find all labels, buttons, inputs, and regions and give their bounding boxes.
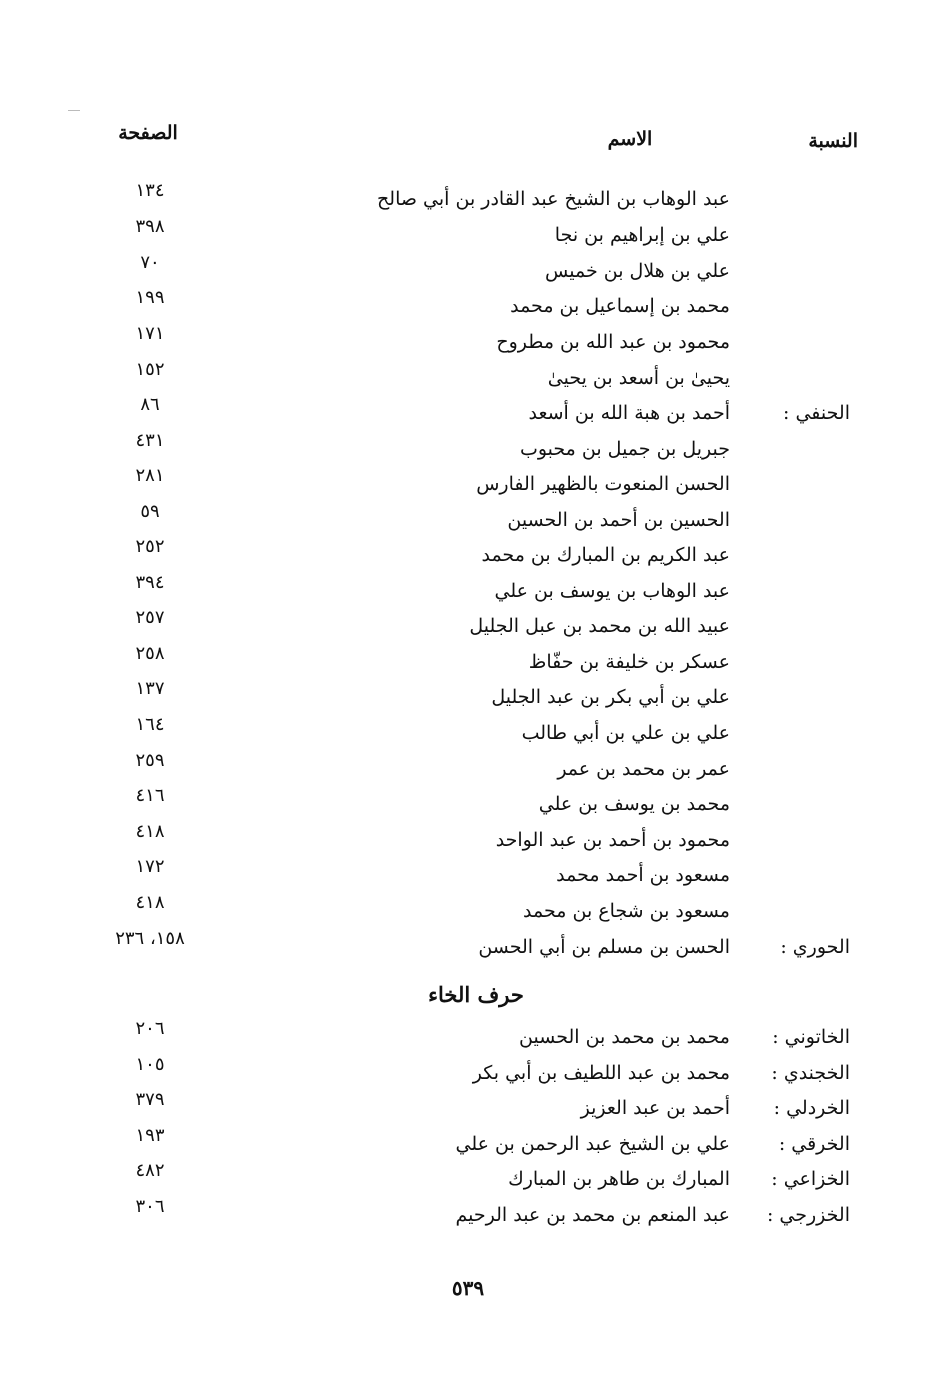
row-page: ٢٥٢ (135, 536, 165, 557)
row-page: ١٩٩ (135, 287, 165, 308)
row-name: علي بن الشيخ عبد الرحمن بن علي (455, 1133, 730, 1155)
index-row (0, 928, 936, 970)
row-page: ١٦٤ (135, 714, 165, 735)
row-page: ٣٠٦ (135, 1196, 165, 1217)
row-name: محمد بن محمد بن الحسين (519, 1026, 730, 1048)
header-page: الصفحة (118, 122, 178, 144)
row-name: محمد بن عبد اللطيف بن أبي بكر (472, 1062, 730, 1084)
row-page: ١٣٤ (135, 180, 165, 201)
row-name: الحسن المنعوت بالظهير الفارس (476, 473, 730, 495)
header-nisba: النسبة (808, 130, 858, 152)
row-page: ١٣٧ (135, 678, 165, 699)
row-name: أحمد بن هبة الله بن أسعد (528, 402, 730, 424)
row-nisba: الخرقي : (778, 1133, 850, 1155)
row-name: المبارك بن طاهر بن المبارك (508, 1168, 730, 1190)
row-name: مسعود بن شجاع بن محمد (523, 900, 730, 922)
row-name: أحمد بن عبد العزيز (580, 1097, 730, 1119)
row-name: الحسن بن مسلم بن أبي الحسن (478, 936, 730, 958)
row-name: عبد الكريم بن المبارك بن محمد (481, 544, 730, 566)
row-page: ٢٥٨ (135, 643, 165, 664)
row-page: ١٩٣ (135, 1125, 165, 1146)
row-nisba: الخجندي : (771, 1062, 850, 1084)
row-page: ٧٠ (140, 252, 160, 273)
row-page: ٢٠٦ (135, 1018, 165, 1039)
row-name: علي بن أبي بكر بن عبد الجليل (491, 686, 730, 708)
row-page: ١٥٨، ٢٣٦ (115, 928, 185, 949)
row-page: ٤١٨ (135, 821, 165, 842)
row-name: محمود بن أحمد بن عبد الواحد (495, 829, 730, 851)
row-nisba: الحنفي : (783, 402, 850, 424)
row-page: ١٠٥ (135, 1054, 165, 1075)
row-nisba: الخردلي : (773, 1097, 850, 1119)
row-name: عبد الوهاب بن الشيخ عبد القادر بن أبي صالح (377, 188, 730, 210)
row-page: ٤٣١ (135, 430, 165, 451)
row-name: محمود بن عبد الله بن مطروح (496, 331, 730, 353)
row-name: علي بن هلال بن خميس (545, 260, 730, 282)
row-page: ٤١٦ (135, 785, 165, 806)
row-name: محمد بن يوسف بن علي (538, 793, 730, 815)
row-page: ٤٨٢ (135, 1160, 165, 1181)
row-name: عسكر بن خليفة بن حفّاظ (528, 651, 730, 673)
row-name: عمر بن محمد بن عمر (557, 758, 730, 780)
row-name: علي بن إبراهيم بن نجا (554, 224, 730, 246)
row-name: محمد بن إسماعيل بن محمد (510, 295, 730, 317)
row-page: ٢٥٧ (135, 607, 165, 628)
index-row (0, 1196, 936, 1238)
row-name: عبد الوهاب بن يوسف بن علي (494, 580, 730, 602)
header-name: الاسم (607, 128, 653, 150)
row-page: ٣٧٩ (135, 1089, 165, 1110)
row-name: عبد المنعم بن محمد بن عبد الرحيم (455, 1204, 730, 1226)
row-nisba: الخزرجي : (766, 1204, 850, 1226)
row-nisba: الخزاعي : (771, 1168, 850, 1190)
row-name: يحيىٰ بن أسعد بن يحيىٰ (547, 367, 730, 389)
section-heading (0, 982, 936, 1007)
section-title: حرف الخاء (428, 982, 524, 1007)
row-page: ٢٥٩ (135, 750, 165, 771)
row-page: ٢٨١ (135, 465, 165, 486)
row-name: جبريل بن جميل بن محبوب (519, 438, 730, 460)
row-name: مسعود بن أحمد محمد (556, 864, 730, 886)
row-nisba: الحوري : (780, 936, 850, 958)
row-page: ١٧٢ (135, 856, 165, 877)
scan-mark (68, 110, 80, 111)
row-name: عبيد الله بن محمد بن عبل الجليل (469, 615, 730, 637)
row-page: ٨٦ (140, 394, 160, 415)
row-name: الحسين بن أحمد بن الحسين (507, 509, 730, 531)
row-page: ٥٩ (140, 501, 160, 522)
row-name: علي بن علي بن أبي طالب (521, 722, 730, 744)
row-page: ٣٩٨ (135, 216, 165, 237)
row-page: ٤١٨ (135, 892, 165, 913)
row-nisba: الخاتوني : (772, 1026, 850, 1048)
row-page: ١٧١ (135, 323, 165, 344)
row-page: ١٥٢ (135, 359, 165, 380)
row-page: ٣٩٤ (135, 572, 165, 593)
page-number: ٥٣٩ (451, 1276, 485, 1300)
